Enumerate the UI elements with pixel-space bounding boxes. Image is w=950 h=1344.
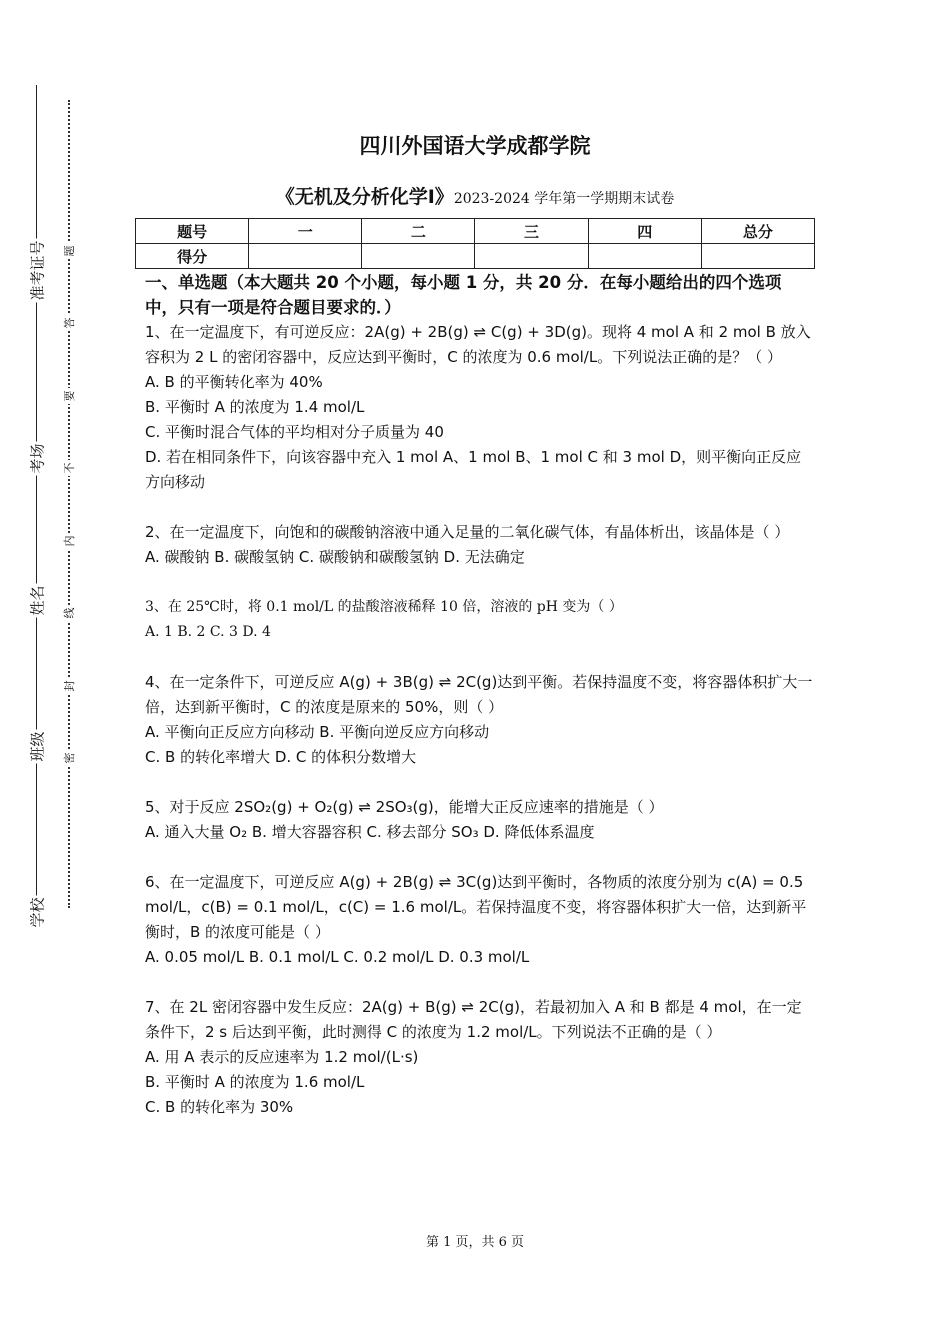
question-option: A. B 的平衡转化率为 40% [145, 373, 323, 391]
binding-margin [0, 0, 110, 1344]
university-title: 四川外国语大学成都学院 [359, 134, 591, 158]
field-label-school: 学校 [28, 897, 47, 928]
question-option: A. 碳酸钠 B. 碳酸氢钠 C. 碳酸钠和碳酸氢钠 D. 无法确定 [145, 548, 525, 566]
question-gap [145, 770, 813, 795]
question-5 [145, 795, 813, 845]
question-option: B. 平衡时 A 的浓度为 1.4 mol/L [145, 398, 365, 416]
page-footer: 第 1 页，共 6 页 [425, 1235, 525, 1250]
question-3 [145, 595, 813, 645]
question-option: A. 1 B. 2 C. 3 D. 4 [145, 624, 271, 640]
question-option: A. 通入大量 O₂ B. 增大容器容积 C. 移去部分 SO₃ D. 降低体系温度 [145, 823, 595, 841]
seal-dotted-line [68, 100, 70, 908]
section-heading: 一、单选题（本大题共 20 个小题，每小题 1 分，共 20 分．在每小题给出的四个选项中，只有一项是符合题目要求的．） [145, 273, 782, 317]
question-gap [145, 645, 813, 670]
score-header-cell: 三 [475, 219, 588, 244]
score-header-cell: 一 [249, 219, 362, 244]
score-header-cell: 题号 [136, 219, 249, 244]
seal-char: 封 [61, 678, 77, 694]
score-table-score-row [136, 244, 815, 269]
score-cell[interactable] [475, 244, 588, 269]
question-stem: 2、在一定温度下，向饱和的碳酸钠溶液中通入足量的二氧化碳气体，有晶体析出，该晶体是（ ） [145, 523, 790, 541]
score-header-cell: 四 [588, 219, 701, 244]
question-option: C. B 的转化率为 30% [145, 1098, 294, 1116]
seal-char: 答 [61, 315, 77, 331]
seal-char: 题 [61, 243, 77, 259]
score-cell[interactable] [588, 244, 701, 269]
score-row-label: 得分 [136, 244, 249, 269]
question-gap [145, 845, 813, 870]
question-option: B. 平衡时 A 的浓度为 1.6 mol/L [145, 1073, 365, 1091]
question-stem: 5、对于反应 2SO₂(g) + O₂(g) ⇌ 2SO₃(g)，能增大正反应速率的措施是（ ） [145, 798, 664, 816]
question-stem: 7、在 2L 密闭容器中发生反应：2A(g) + B(g) ⇌ 2C(g)，若最初加入 A 和 B 都是 4 mol，在一定条件下，2 s 后达到平衡，此时测得 C 的浓度为 1.2 mol/L。下列说法不正确的是（ ） [145, 998, 802, 1041]
field-label-exam-number: 准考证号 [28, 240, 47, 301]
question-option: A. 0.05 mol/L B. 0.1 mol/L C. 0.2 mol/L D. 0.3 mol/L [145, 948, 530, 966]
score-cell[interactable] [362, 244, 475, 269]
question-stem: 4、在一定条件下，可逆反应 A(g) + 3B(g) ⇌ 2C(g)达到平衡。若保持温度不变，将容器体积扩大一倍，达到新平衡时，C 的浓度是原来的 50%，则（ ） [145, 673, 813, 716]
seal-char: 密 [61, 750, 77, 766]
question-option: C. 平衡时混合气体的平均相对分子质量为 40 [145, 423, 444, 441]
seal-char: 不 [61, 460, 77, 476]
seal-char: 线 [61, 605, 77, 621]
binding-solid-line [36, 85, 37, 925]
score-cell[interactable] [701, 244, 814, 269]
question-gap [145, 495, 813, 520]
question-6 [145, 870, 813, 970]
seal-char: 内 [61, 533, 77, 549]
question-option: D. 若在相同条件下，向该容器中充入 1 mol A、1 mol B、1 mol C 和 3 mol D，则平衡向正反应方向移动 [145, 448, 802, 491]
field-label-name: 姓名 [28, 585, 47, 616]
score-cell[interactable] [249, 244, 362, 269]
term-label: 2023-2024 学年第一学期期末试卷 [453, 191, 675, 207]
field-label-exam-room: 考场 [28, 443, 47, 474]
question-gap [145, 970, 813, 995]
question-option: A. 用 A 表示的反应速率为 1.2 mol/(L·s) [145, 1048, 419, 1066]
question-gap [145, 570, 813, 595]
score-table [135, 218, 815, 269]
question-body [145, 270, 813, 1120]
question-1 [145, 320, 813, 495]
question-stem: 6、在一定温度下，可逆反应 A(g) + 2B(g) ⇌ 3C(g)达到平衡时，各物质的浓度分别为 c(A) = 0.5 mol/L，c(B) = 0.1 mol/L，c(C) = 1.6 mol/L。若保持温度不变，将容器体积扩大一倍，达到新平衡时，B 的浓度可能是（ ） [145, 873, 807, 941]
question-stem: 1、在一定温度下，有可逆反应：2A(g) + 2B(g) ⇌ C(g) + 3D(g)。现将 4 mol A 和 2 mol B 放入容积为 2 L 的密闭容器中，反应达到平衡时，C 的浓度为 0.6 mol/L。下列说法正确的是？（ ） [145, 323, 811, 366]
question-4 [145, 670, 813, 770]
question-2 [145, 520, 813, 570]
question-option: A. 平衡向正反应方向移动 B. 平衡向逆反应方向移动 [145, 723, 490, 741]
course-name: 《无机及分析化学Ⅰ》 [275, 186, 454, 208]
score-header-cell: 总分 [701, 219, 814, 244]
score-table-header-row [136, 219, 815, 244]
score-header-cell: 二 [362, 219, 475, 244]
question-7 [145, 995, 813, 1120]
course-title [145, 182, 805, 209]
field-label-class: 班级 [28, 731, 47, 762]
seal-char: 要 [61, 388, 77, 404]
question-stem: 3、在 25℃时，将 0.1 mol/L 的盐酸溶液稀释 10 倍，溶液的 pH 变为（ ） [145, 599, 623, 615]
question-option: C. B 的转化率增大 D. C 的体积分数增大 [145, 748, 417, 766]
